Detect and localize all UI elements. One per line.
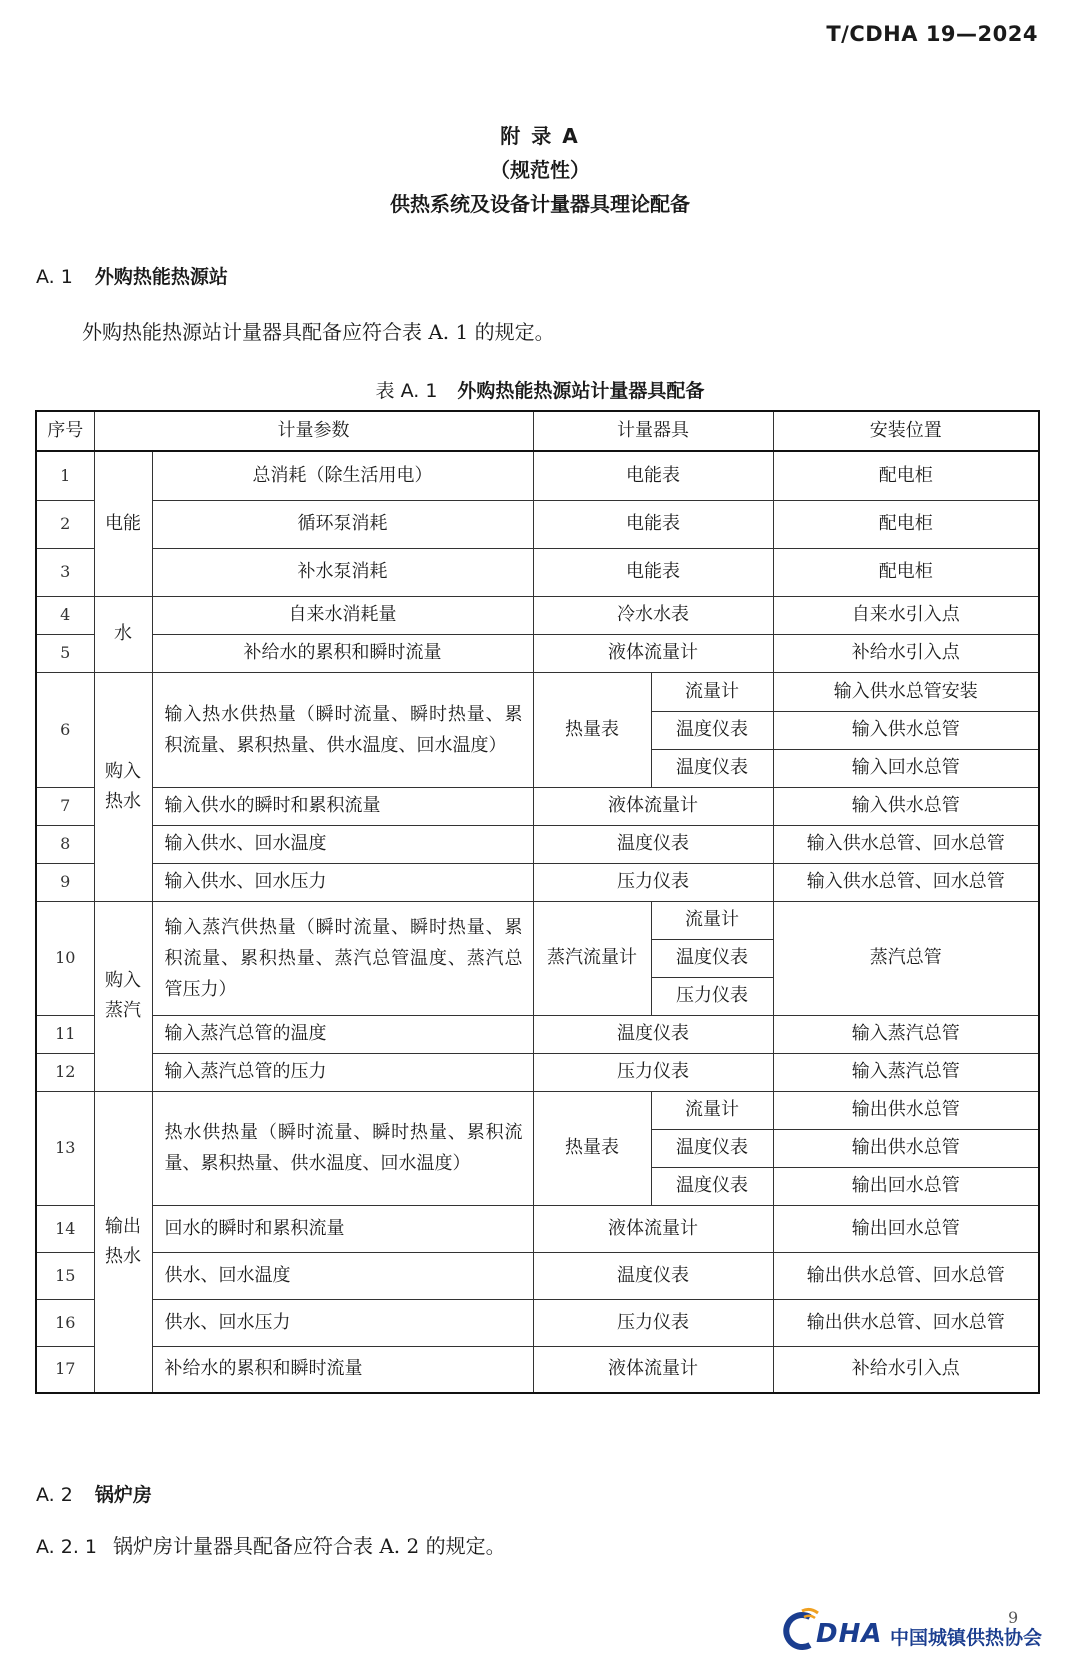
param-cell: 回水的瞬时和累积流量 (152, 1205, 533, 1252)
location-cell: 输入供水总管安装 (773, 672, 1039, 711)
table-row (36, 787, 1039, 825)
location-cell: 输入供水总管、回水总管 (773, 825, 1039, 863)
param-cell: 输入蒸汽供热量（瞬时流量、瞬时热量、累积流量、累积热量、蒸汽总管温度、蒸汽总管压力） (152, 901, 533, 1015)
section-a2-1-text: 锅炉房计量器具配备应符合表 A. 2 的规定。 (113, 1534, 506, 1558)
row-number: 4 (36, 596, 94, 634)
location-cell: 输入回水总管 (773, 749, 1039, 787)
location-cell: 输出供水总管 (773, 1091, 1039, 1129)
sub-device-cell: 温度仪表 (651, 1167, 773, 1205)
location-cell: 输入蒸汽总管 (773, 1015, 1039, 1053)
table-row (36, 825, 1039, 863)
device-cell: 电能表 (533, 451, 773, 500)
section-a2-1-number: A. 2. 1 (36, 1536, 97, 1558)
page-number: 9 (1008, 1608, 1019, 1627)
header-param: 计量参数 (94, 411, 533, 451)
table-row (36, 1205, 1039, 1252)
table-row (36, 672, 1039, 711)
row-number: 2 (36, 500, 94, 548)
param-cell: 供水、回水温度 (152, 1252, 533, 1299)
group-label: 水 (94, 596, 152, 672)
metering-table (35, 410, 1040, 1394)
table-row (36, 451, 1039, 500)
sub-device-cell: 温度仪表 (651, 749, 773, 787)
row-number: 16 (36, 1299, 94, 1346)
param-cell: 输入供水、回水温度 (152, 825, 533, 863)
param-cell: 热水供热量（瞬时流量、瞬时热量、累积流量、累积热量、供水温度、回水温度） (152, 1091, 533, 1205)
row-number: 15 (36, 1252, 94, 1299)
group-label-text: 输出热水 (105, 1215, 141, 1267)
group-label-text: 购入热水 (105, 760, 141, 812)
location-cell: 输出回水总管 (773, 1167, 1039, 1205)
section-a2-heading (36, 1480, 152, 1507)
appendix-type: （规范性） (490, 158, 590, 182)
group-label (94, 672, 152, 901)
section-a1-paragraph: 外购热能热源站计量器具配备应符合表 A. 1 的规定。 (82, 320, 555, 344)
param-cell: 输入供水、回水压力 (152, 863, 533, 901)
param-cell: 输入热水供热量（瞬时流量、瞬时热量、累积流量、累积热量、供水温度、回水温度） (152, 672, 533, 787)
row-number: 14 (36, 1205, 94, 1252)
device-cell: 冷水水表 (533, 596, 773, 634)
location-cell: 自来水引入点 (773, 596, 1039, 634)
param-cell: 补给水的累积和瞬时流量 (152, 1346, 533, 1393)
param-cell: 补水泵消耗 (152, 548, 533, 596)
group-label (94, 1091, 152, 1393)
location-cell: 蒸汽总管 (773, 901, 1039, 1015)
row-number: 17 (36, 1346, 94, 1393)
sub-device-cell: 流量计 (651, 901, 773, 939)
sub-device-cell: 温度仪表 (651, 711, 773, 749)
device-cell: 温度仪表 (533, 1252, 773, 1299)
sub-device-cell: 温度仪表 (651, 939, 773, 977)
group-label-text: 购入蒸汽 (105, 970, 141, 1021)
table-row (36, 1015, 1039, 1053)
table-row (36, 1252, 1039, 1299)
row-number: 13 (36, 1091, 94, 1205)
table-row (36, 548, 1039, 596)
param-cell: 供水、回水压力 (152, 1299, 533, 1346)
row-number: 12 (36, 1053, 94, 1091)
table-row (36, 596, 1039, 634)
section-a2-title: 锅炉房 (94, 1484, 152, 1506)
table-row (36, 1091, 1039, 1129)
sub-device-cell: 流量计 (651, 1091, 773, 1129)
device-cell: 蒸汽流量计 (533, 901, 651, 1015)
row-number: 7 (36, 787, 94, 825)
location-cell: 补给水引入点 (773, 1346, 1039, 1393)
param-cell: 输入蒸汽总管的压力 (152, 1053, 533, 1091)
device-cell: 压力仪表 (533, 863, 773, 901)
section-a2-number: A. 2 (36, 1484, 73, 1506)
device-cell: 电能表 (533, 500, 773, 548)
param-cell: 补给水的累积和瞬时流量 (152, 634, 533, 672)
device-cell: 液体流量计 (533, 1346, 773, 1393)
document-code: T/CDHA 19—2024 (826, 22, 1038, 46)
device-cell: 压力仪表 (533, 1299, 773, 1346)
org-name: 中国城镇供热协会 (890, 1627, 1043, 1649)
group-label (94, 901, 152, 1091)
appendix-title: 附 录 A (500, 124, 580, 148)
param-cell: 总消耗（除生活用电） (152, 451, 533, 500)
header-seq: 序号 (36, 411, 94, 451)
param-cell: 循环泵消耗 (152, 500, 533, 548)
location-cell: 补给水引入点 (773, 634, 1039, 672)
sub-device-cell: 流量计 (651, 672, 773, 711)
group-label: 电能 (94, 451, 152, 596)
location-cell: 输出供水总管 (773, 1129, 1039, 1167)
device-cell: 热量表 (533, 1091, 651, 1205)
section-a1-number: A. 1 (36, 266, 73, 288)
row-number: 6 (36, 672, 94, 787)
appendix-subject: 供热系统及设备计量器具理论配备 (390, 192, 690, 216)
sub-device-cell: 压力仪表 (651, 977, 773, 1015)
device-cell: 压力仪表 (533, 1053, 773, 1091)
location-cell: 配电柜 (773, 500, 1039, 548)
table-caption-number: 表 A. 1 (375, 380, 438, 402)
device-cell: 液体流量计 (533, 787, 773, 825)
location-cell: 输入供水总管、回水总管 (773, 863, 1039, 901)
row-number: 3 (36, 548, 94, 596)
location-cell: 配电柜 (773, 451, 1039, 500)
table-row (36, 634, 1039, 672)
table-row (36, 901, 1039, 939)
section-a1-title: 外购热能热源站 (94, 266, 228, 288)
location-cell: 输入供水总管 (773, 787, 1039, 825)
table-row (36, 1299, 1039, 1346)
header-location: 安装位置 (773, 411, 1039, 451)
section-a2-1-paragraph (36, 1530, 506, 1559)
param-cell: 自来水消耗量 (152, 596, 533, 634)
table-row (36, 500, 1039, 548)
table-caption-title: 外购热能热源站计量器具配备 (457, 380, 705, 402)
device-cell: 热量表 (533, 672, 651, 787)
device-cell: 温度仪表 (533, 1015, 773, 1053)
device-cell: 温度仪表 (533, 825, 773, 863)
row-number: 11 (36, 1015, 94, 1053)
location-cell: 输出回水总管 (773, 1205, 1039, 1252)
table-row (36, 1053, 1039, 1091)
section-a1-heading (36, 262, 228, 289)
table-row (36, 1346, 1039, 1393)
location-cell: 输入供水总管 (773, 711, 1039, 749)
row-number: 8 (36, 825, 94, 863)
row-number: 1 (36, 451, 94, 500)
device-cell: 电能表 (533, 548, 773, 596)
row-number: 5 (36, 634, 94, 672)
location-cell: 配电柜 (773, 548, 1039, 596)
logo-text: DHA (816, 1619, 883, 1649)
device-cell: 液体流量计 (533, 1205, 773, 1252)
table-caption (0, 376, 1080, 403)
header-device: 计量器具 (533, 411, 773, 451)
param-cell: 输入供水的瞬时和累积流量 (152, 787, 533, 825)
row-number: 10 (36, 901, 94, 1015)
sub-device-cell: 温度仪表 (651, 1129, 773, 1167)
location-cell: 输入蒸汽总管 (773, 1053, 1039, 1091)
table-row (36, 863, 1039, 901)
param-cell: 输入蒸汽总管的温度 (152, 1015, 533, 1053)
location-cell: 输出供水总管、回水总管 (773, 1252, 1039, 1299)
row-number: 9 (36, 863, 94, 901)
location-cell: 输出供水总管、回水总管 (773, 1299, 1039, 1346)
device-cell: 液体流量计 (533, 634, 773, 672)
